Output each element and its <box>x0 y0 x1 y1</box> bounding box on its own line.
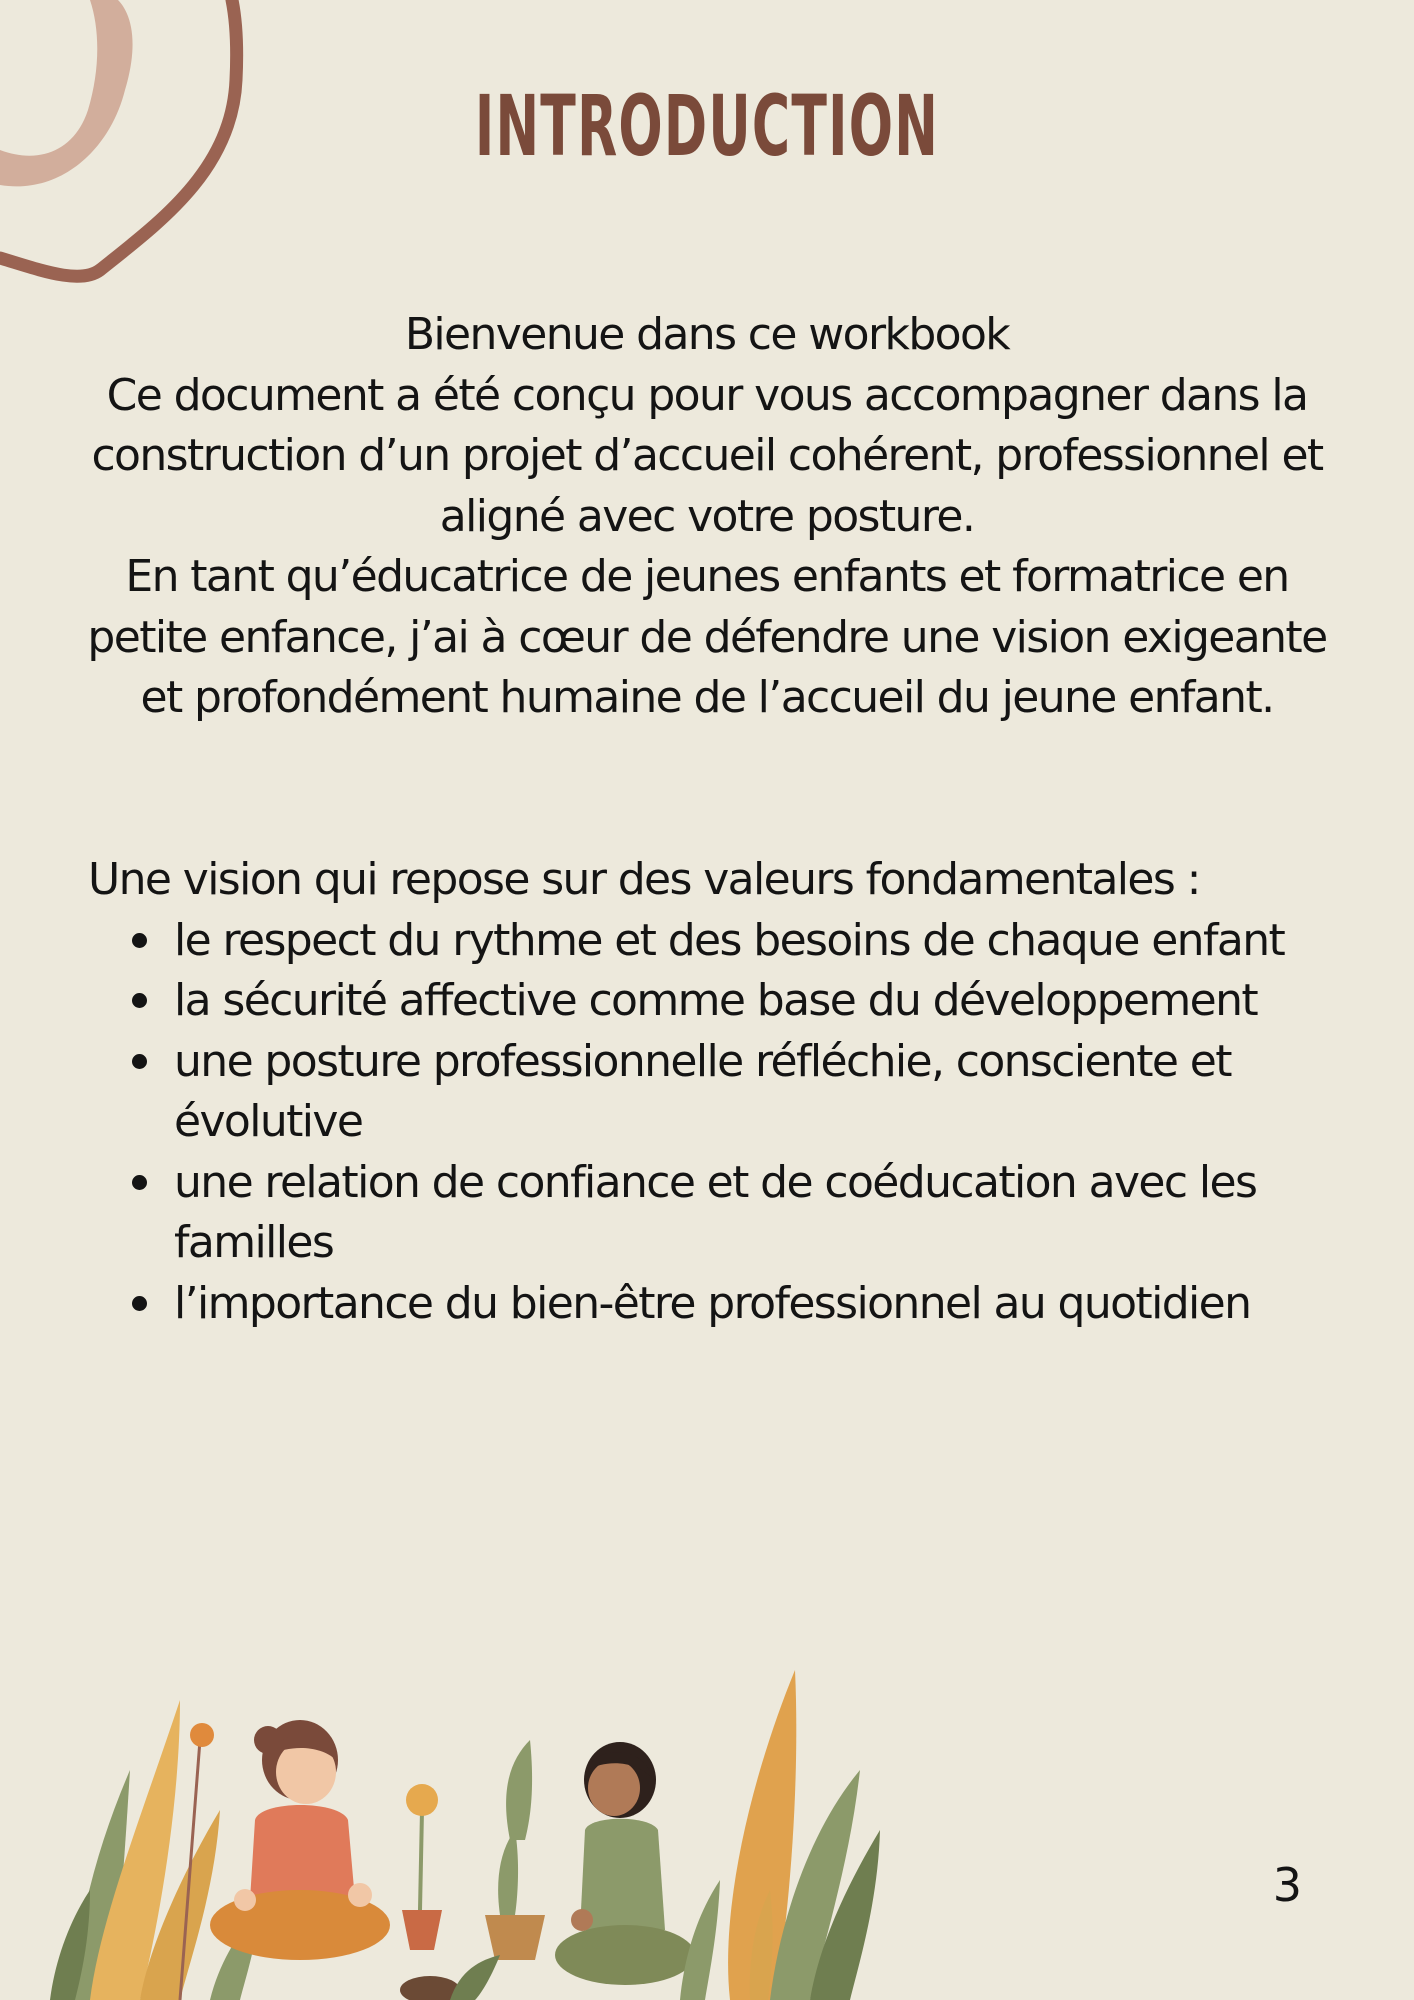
page-title: INTRODUCTION <box>474 77 940 175</box>
intro-paragraph-1: Ce document a été conçu pour vous accompagner dans la construction d’un projet d’accueil cohérent, professionnel et aligné avec votre posture. <box>91 369 1323 542</box>
list-item <box>88 971 1348 1032</box>
bullet-icon <box>132 993 147 1008</box>
values-section <box>88 850 1348 1334</box>
bullet-icon <box>132 1054 147 1069</box>
values-list <box>88 911 1348 1335</box>
list-item-text: une relation de confiance et de coéducation avec les familles <box>174 1156 1257 1268</box>
values-lead: Une vision qui repose sur des valeurs fondamentales : <box>88 854 1200 905</box>
list-item <box>88 1274 1348 1335</box>
list-item <box>88 1032 1348 1153</box>
list-item <box>88 911 1348 972</box>
list-item-text: l’importance du bien-être professionnel au quotidien <box>174 1277 1251 1329</box>
page-number: 3 <box>1272 1858 1302 1912</box>
list-item-text: une posture professionnelle réfléchie, consciente et évolutive <box>174 1035 1231 1147</box>
children-gardening-illustration <box>30 1660 890 2000</box>
bullet-icon <box>132 1175 147 1190</box>
intro-paragraph-2: En tant qu’éducatrice de jeunes enfants et formatrice en petite enfance, j’ai à cœur de défendre une vision exigeante et profondément humaine de l’accueil du jeune enfant. <box>87 551 1327 723</box>
list-item-text: la sécurité affective comme base du développement <box>174 975 1258 1026</box>
intro-text <box>70 305 1344 729</box>
bullet-icon <box>132 933 147 948</box>
decorative-ring-icon <box>0 0 260 300</box>
list-item-text: le respect du rythme et des besoins de chaque enfant <box>174 914 1285 966</box>
list-item <box>88 1153 1348 1274</box>
intro-welcome: Bienvenue dans ce workbook <box>404 309 1010 360</box>
bullet-icon <box>132 1296 147 1311</box>
